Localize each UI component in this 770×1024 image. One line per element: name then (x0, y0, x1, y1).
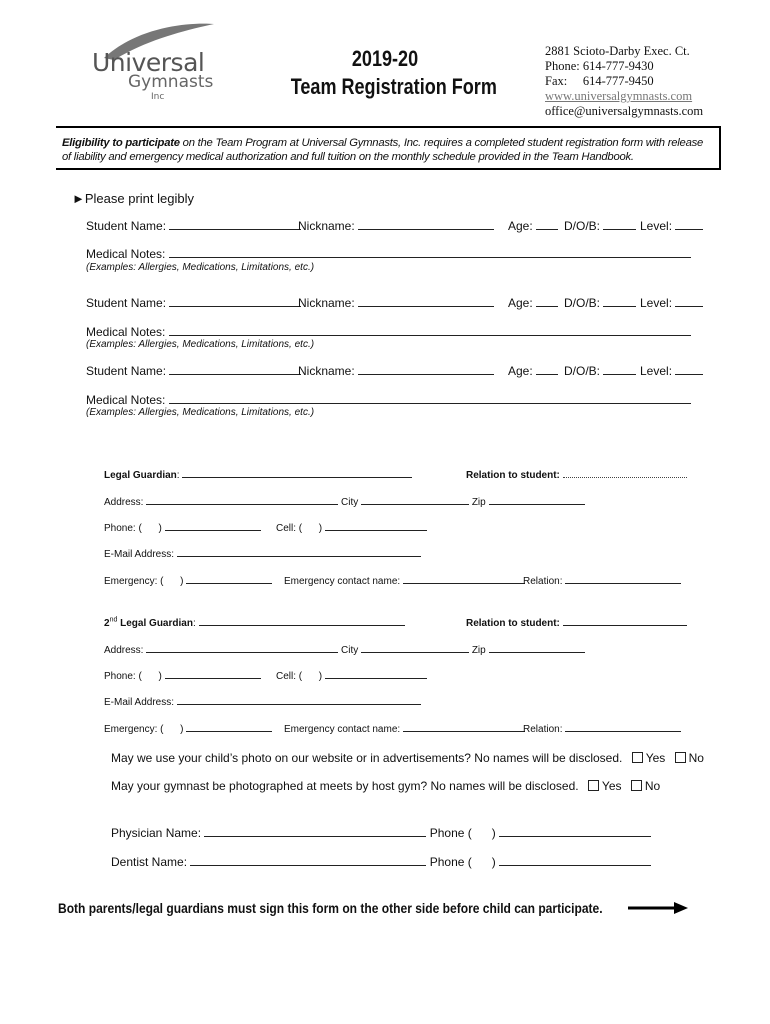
zip-label: Zip (471, 497, 486, 508)
photo-consent-website (111, 751, 704, 765)
dentist-phone-field[interactable] (499, 853, 651, 866)
eligibility-box (56, 126, 721, 170)
photo-consent-meets (111, 779, 660, 793)
level-field[interactable] (675, 294, 703, 307)
logo-text-universal: Universal (92, 48, 205, 77)
medical-notes-field[interactable] (169, 245, 691, 258)
emergency-phone-field[interactable] (186, 721, 272, 732)
dob-field[interactable] (603, 362, 636, 375)
eligibility-text-2: of liability and emergency medical authorization and full tuition on the monthly schedule provided in the Team Handbook. (62, 151, 634, 163)
dob-label: D/O/B: (564, 364, 601, 378)
phone-label: Phone: ( ) (104, 523, 162, 534)
age-label: Age: (508, 364, 533, 378)
emergency-name-field[interactable] (403, 721, 525, 732)
form-year: 2019-20 (351, 46, 419, 71)
address-field[interactable] (146, 494, 338, 505)
logo-text-inc: Inc (151, 92, 165, 102)
nickname-field[interactable] (358, 362, 494, 375)
email-field[interactable] (177, 546, 421, 557)
legal-guardian-2-field[interactable] (199, 615, 405, 626)
yes-checkbox[interactable] (632, 752, 643, 763)
relation-short-label: Relation: (523, 724, 563, 735)
logo-text-gymnasts: Gymnasts (128, 72, 214, 92)
city-field[interactable] (361, 642, 469, 653)
nickname-label: Nickname: (298, 364, 355, 378)
dob-label: D/O/B: (564, 219, 601, 233)
colon: : (192, 618, 196, 629)
emergency-name-label: Emergency contact name: (284, 724, 401, 735)
level-label: Level: (640, 296, 673, 310)
age-label: Age: (508, 296, 533, 310)
level-label: Level: (640, 364, 673, 378)
legal-guardian-label: Legal Guardian (104, 470, 177, 481)
emergency-label: Emergency: ( ) (104, 576, 184, 587)
footer-notice: Both parents/legal guardians must sign this form on the other side before child can participate. (58, 900, 603, 916)
medical-notes-field[interactable] (169, 323, 691, 336)
legal-guardian-field[interactable] (182, 467, 412, 478)
photo-question-1: May we use your child’s photo on our website or in advertisements? No names will be disclosed. (111, 751, 623, 765)
yes-label: Yes (601, 779, 622, 793)
phone-label: Phone: ( ) (104, 671, 162, 682)
yes-label: Yes (645, 751, 666, 765)
address-label: Address: (104, 645, 144, 656)
dentist-field[interactable] (190, 853, 426, 866)
cell-field[interactable] (325, 520, 427, 531)
address-label: Address: (104, 497, 144, 508)
no-label: No (688, 751, 704, 765)
contact-fax: Fax: 614-777-9450 (545, 74, 654, 88)
medical-examples: (Examples: Allergies, Medications, Limitations, etc.) (86, 339, 315, 350)
dob-field[interactable] (603, 294, 636, 307)
cell-label: Cell: ( ) (276, 671, 323, 682)
level-field[interactable] (675, 362, 703, 375)
age-field[interactable] (536, 217, 558, 230)
contact-website[interactable]: www.universalgymnasts.com (545, 89, 693, 103)
contact-phone: Phone: 614-777-9430 (545, 59, 654, 73)
relation-label: Relation to student: (466, 470, 560, 481)
zip-field[interactable] (489, 642, 585, 653)
form-title: Team Registration Form (290, 74, 497, 99)
phone-field[interactable] (165, 668, 261, 679)
student-name-field[interactable] (169, 217, 301, 230)
relation-short-field[interactable] (565, 721, 681, 732)
dob-field[interactable] (603, 217, 636, 230)
level-field[interactable] (675, 217, 703, 230)
print-note: ►Please print legibly (72, 191, 194, 206)
eligibility-text-1: on the Team Program at Universal Gymnasts, Inc. requires a completed student registration form with release (179, 137, 704, 149)
nickname-field[interactable] (358, 294, 494, 307)
contact-block (545, 44, 703, 119)
contact-street: 2881 Scioto-Darby Exec. Ct. (545, 44, 690, 58)
emergency-phone-field[interactable] (186, 573, 272, 584)
no-checkbox[interactable] (631, 780, 642, 791)
emergency-label: Emergency: ( ) (104, 724, 184, 735)
nickname-label: Nickname: (298, 219, 355, 233)
dentist-label: Dentist Name: (111, 855, 188, 869)
relation-short-field[interactable] (565, 573, 681, 584)
dob-label: D/O/B: (564, 296, 601, 310)
arrow-right-icon (626, 900, 690, 916)
student-name-label: Student Name: (86, 219, 167, 233)
contact-email[interactable]: office@universalgymnasts.com (545, 104, 704, 118)
dentist-phone-label: Phone ( ) (429, 855, 496, 869)
medical-examples: (Examples: Allergies, Medications, Limitations, etc.) (86, 262, 315, 273)
colon: : (176, 470, 180, 481)
dentist-row (111, 853, 651, 869)
zip-field[interactable] (489, 494, 585, 505)
medical-examples: (Examples: Allergies, Medications, Limitations, etc.) (86, 407, 315, 418)
medical-notes-label: Medical Notes: (86, 247, 166, 261)
relation-field[interactable] (563, 467, 687, 478)
legal-guardian-2-label: Legal Guardian (117, 618, 193, 629)
zip-label: Zip (471, 645, 486, 656)
relation-label: Relation to student: (466, 618, 560, 629)
age-label: Age: (508, 219, 533, 233)
relation-short-label: Relation: (523, 576, 563, 587)
phone-field[interactable] (165, 520, 261, 531)
no-label: No (644, 779, 661, 793)
address-field[interactable] (146, 642, 338, 653)
medical-notes-label: Medical Notes: (86, 393, 166, 407)
student-name-label: Student Name: (86, 296, 167, 310)
no-checkbox[interactable] (675, 752, 686, 763)
nickname-field[interactable] (358, 217, 494, 230)
age-field[interactable] (536, 362, 558, 375)
cell-label: Cell: ( ) (276, 523, 323, 534)
cell-field[interactable] (325, 668, 427, 679)
eligibility-lead: Eligibility to participate (62, 137, 180, 149)
medical-notes-label: Medical Notes: (86, 325, 166, 339)
yes-checkbox[interactable] (588, 780, 599, 791)
emergency-name-field[interactable] (403, 573, 525, 584)
relation-field[interactable] (563, 615, 687, 626)
student-name-label: Student Name: (86, 364, 167, 378)
level-label: Level: (640, 219, 673, 233)
emergency-name-label: Emergency contact name: (284, 576, 401, 587)
age-field[interactable] (536, 294, 558, 307)
city-label: City (341, 645, 359, 656)
medical-notes-field[interactable] (169, 391, 691, 404)
email-label: E-Mail Address: (104, 697, 175, 708)
email-label: E-Mail Address: (104, 549, 175, 560)
physician-label: Physician Name: (111, 826, 202, 840)
nickname-label: Nickname: (298, 296, 355, 310)
student-name-field[interactable] (169, 294, 301, 307)
city-field[interactable] (361, 494, 469, 505)
student-name-field[interactable] (169, 362, 301, 375)
physician-phone-label: Phone ( ) (429, 826, 496, 840)
photo-question-2: May your gymnast be photographed at meets by host gym? No names will be disclosed. (111, 779, 579, 793)
physician-field[interactable] (204, 824, 426, 837)
legal-guardian-2-num: 2 (104, 618, 110, 629)
physician-row (111, 824, 651, 840)
legal-guardian-2-sup: nd (109, 616, 118, 624)
city-label: City (341, 497, 359, 508)
email-field[interactable] (177, 694, 421, 705)
physician-phone-field[interactable] (499, 824, 651, 837)
